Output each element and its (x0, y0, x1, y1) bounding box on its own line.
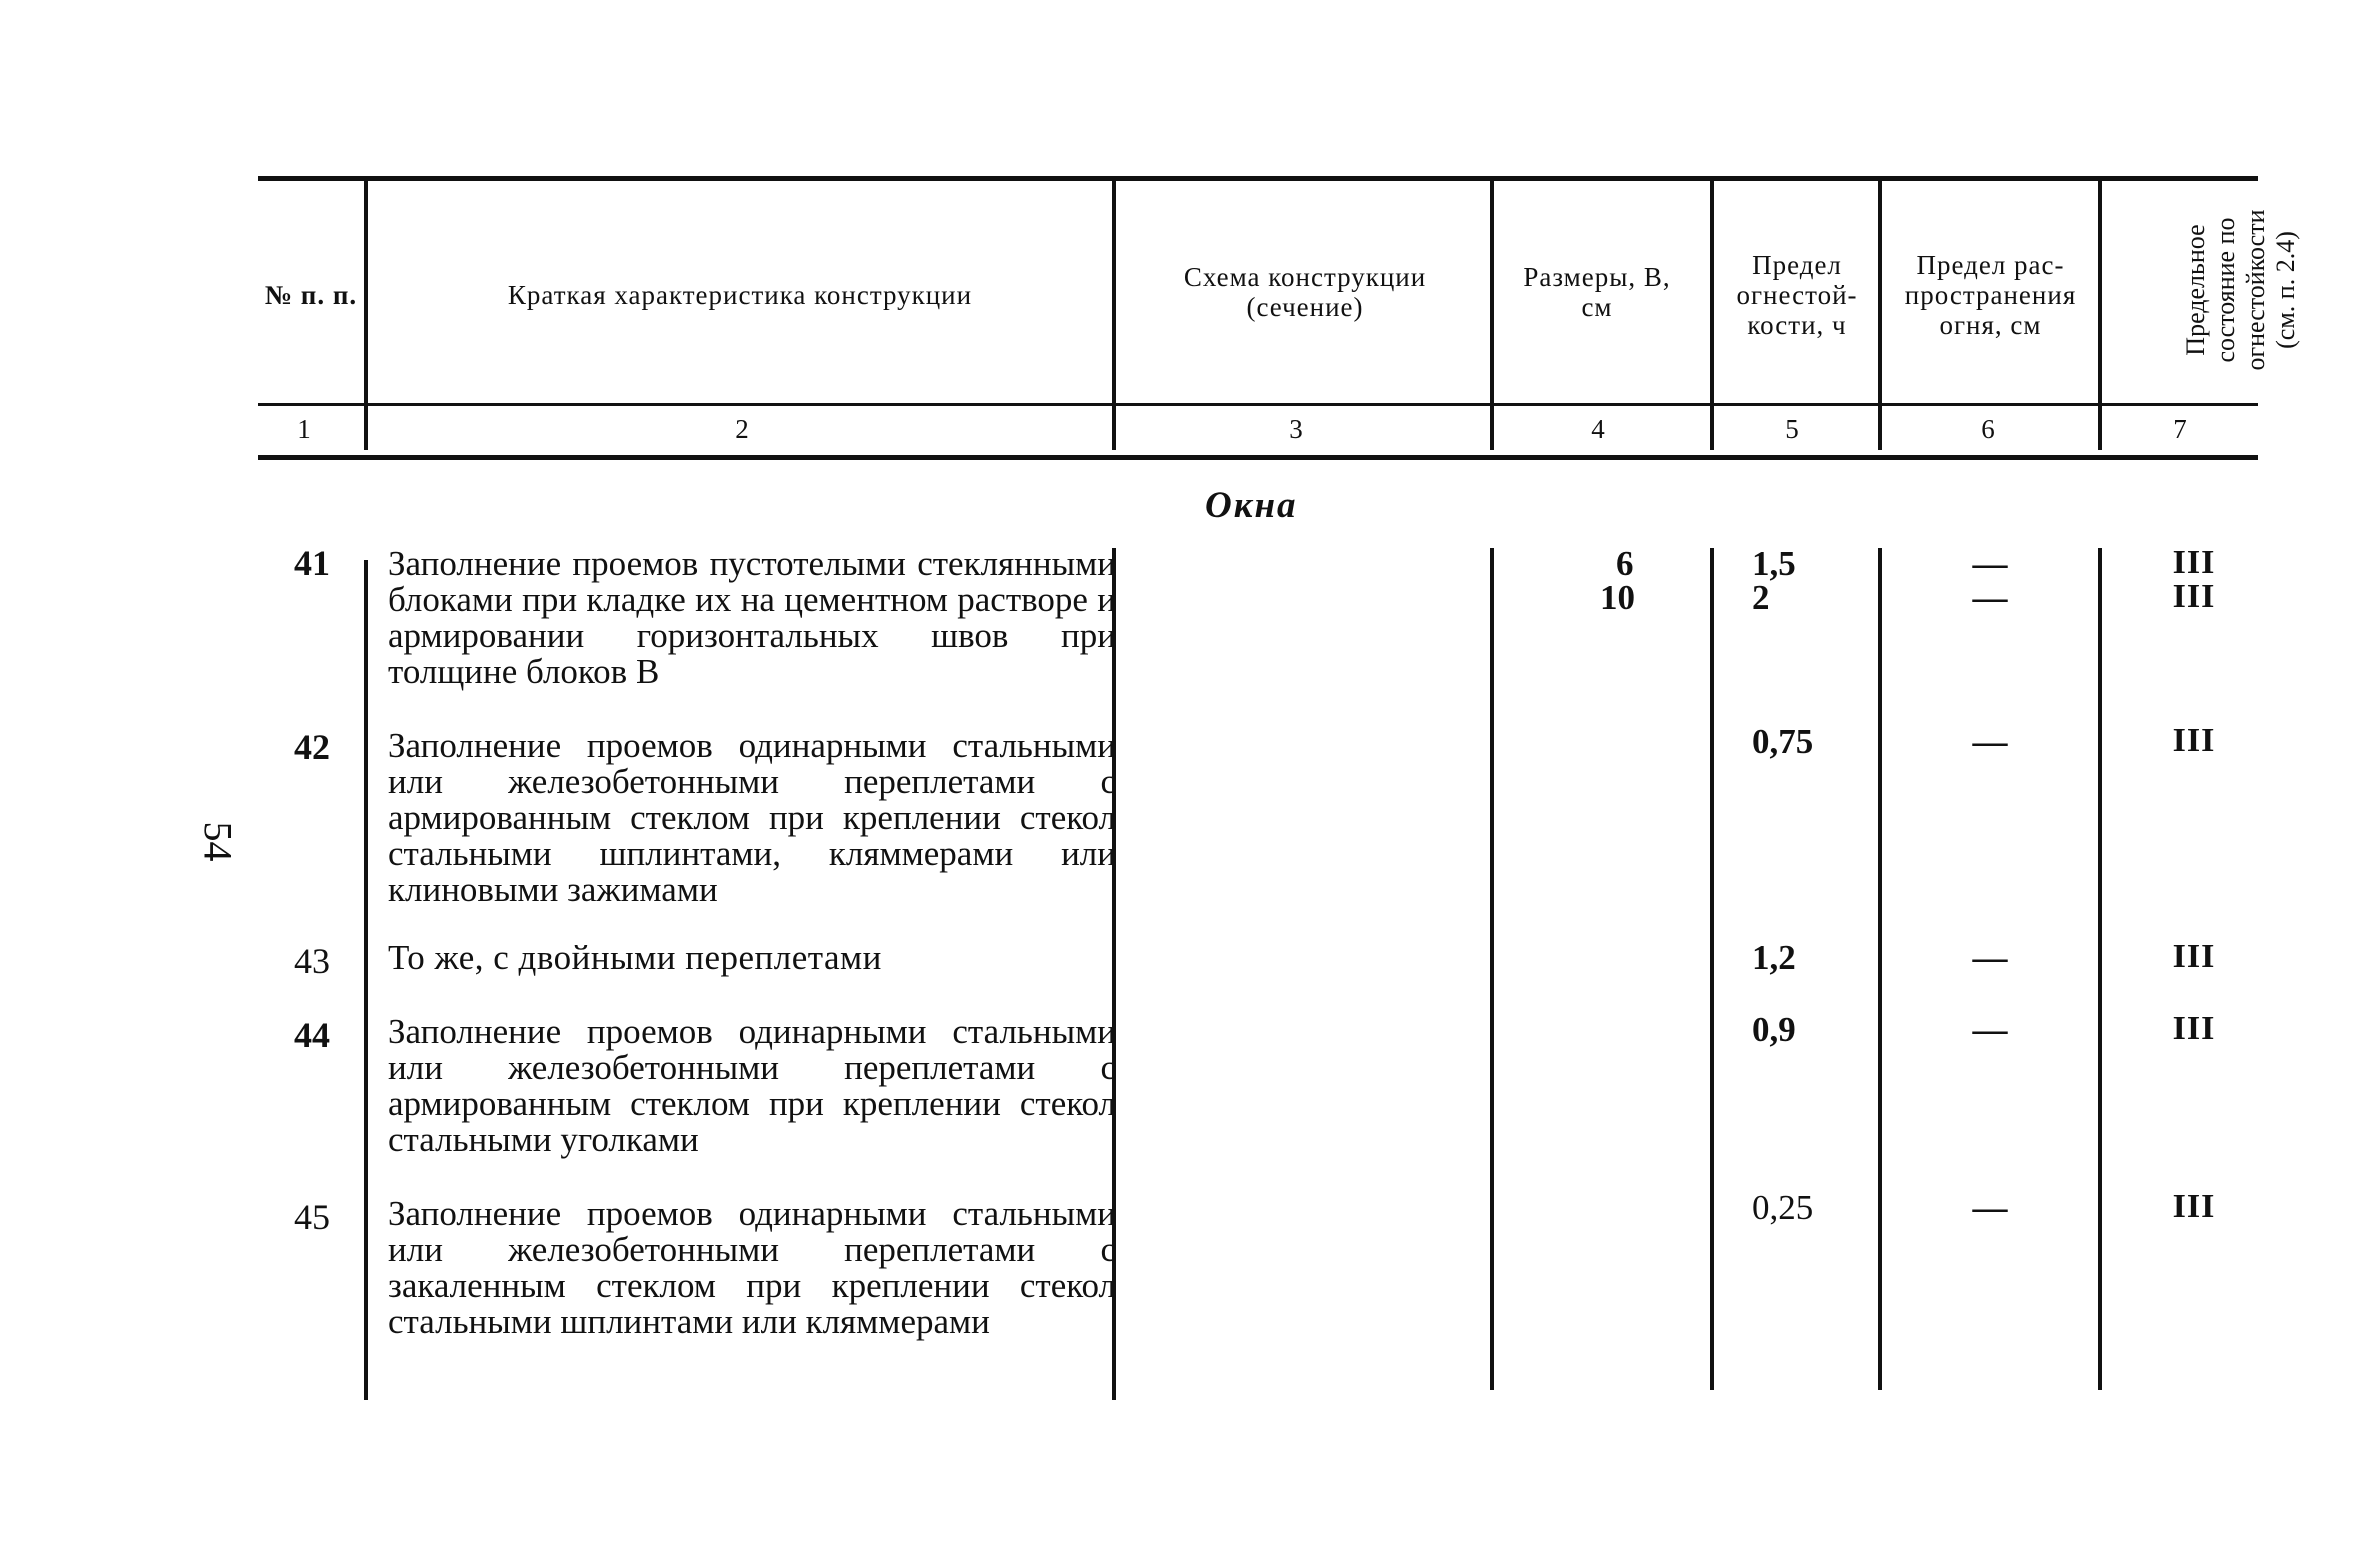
section-title: Окна (1205, 485, 1298, 526)
header-col-separator (1878, 180, 1882, 450)
spread-dash: — (1972, 722, 2008, 761)
spread-dash: — (1972, 544, 2008, 583)
spread-dash: — (1972, 578, 2008, 617)
body-col-separator (1490, 548, 1494, 1390)
row-description: То же, с двойными переплетами (388, 938, 882, 977)
limit-state-value: III (2172, 938, 2216, 975)
limit-state-value: III (2172, 578, 2216, 615)
header-limit-state-text: Предельное состояние по огнестойкости (см. п. 2.4) (2181, 209, 2300, 371)
column-number: 3 (1289, 414, 1303, 444)
column-number: 4 (1591, 414, 1605, 444)
column-number: 1 (297, 414, 311, 444)
fire-limit-value: 2 (1752, 578, 1770, 617)
row-description: Заполнение проемов пустотелыми стеклянными блоками при кладке их на цементном растворе и армировании горизонтальных швов при толщине блоков B (388, 544, 1116, 691)
limit-state-value: III (2172, 1010, 2216, 1047)
fire-limit-value: 0,9 (1752, 1010, 1796, 1049)
header-limit-state (2175, 190, 2362, 410)
column-number: 2 (735, 414, 749, 444)
row-description: Заполнение проемов одинарными стальными или железобетонными переплетами с армированным стеклом при креплении стекол стальными уголками (388, 1012, 1116, 1159)
row-number: 44 (294, 1015, 330, 1055)
limit-state-value: III (2172, 1188, 2216, 1225)
column-number: 7 (2173, 414, 2187, 444)
column-numbers-rule (258, 455, 2258, 460)
fire-limit-value: 0,25 (1752, 1188, 1814, 1227)
column-number: 6 (1981, 414, 1995, 444)
header-fire-limit: Предел огнестой-кости, ч (1736, 250, 1858, 340)
header-scheme: Схема конструкции (сечение) (1183, 262, 1427, 322)
fire-limit-value: 1,2 (1752, 938, 1796, 977)
limit-state-value: III (2172, 722, 2216, 759)
header-col-separator (364, 180, 368, 450)
fire-limit-value: 0,75 (1752, 722, 1814, 761)
size-value: 6 (1616, 544, 1634, 583)
header-spread: Предел рас-пространения огня, см (1904, 250, 2077, 340)
row-description: Заполнение проемов одинарными стальными или железобетонными переплетами с закаленным стеклом при креплении стекол стальными шплинтами или кляммерами (388, 1194, 1116, 1341)
row-number: 41 (294, 543, 330, 583)
header-col-separator (1490, 180, 1494, 450)
column-number: 5 (1785, 414, 1799, 444)
row-number: 43 (294, 941, 330, 981)
spread-dash: — (1972, 1010, 2008, 1049)
row-number: 45 (294, 1197, 330, 1237)
spread-dash: — (1972, 938, 2008, 977)
page-number: 54 (195, 821, 241, 862)
spread-dash: — (1972, 1188, 2008, 1227)
header-col-separator (2098, 180, 2102, 450)
header-description: Краткая характеристика конструкции (507, 280, 973, 310)
header-size: Размеры, B, см (1523, 262, 1671, 322)
limit-state-value: III (2172, 544, 2216, 581)
header-bottom-rule (258, 403, 2258, 406)
row-number: 42 (294, 727, 330, 767)
body-col-separator (2098, 548, 2102, 1390)
body-col-separator (1878, 548, 1882, 1390)
body-col-separator (364, 560, 368, 1400)
header-col-separator (1710, 180, 1714, 450)
table-top-rule (258, 176, 2258, 181)
fire-limit-value: 1,5 (1752, 544, 1796, 583)
body-col-separator (1710, 548, 1714, 1390)
header-col-separator (1112, 180, 1116, 450)
size-value: 10 (1600, 578, 1635, 617)
header-number: № п. п. (264, 280, 358, 310)
row-description: Заполнение проемов одинарными стальными или железобетонными переплетами с армированным стеклом при креплении стекол стальными шплинтами, кляммерами или клиновыми зажимами (388, 726, 1116, 909)
